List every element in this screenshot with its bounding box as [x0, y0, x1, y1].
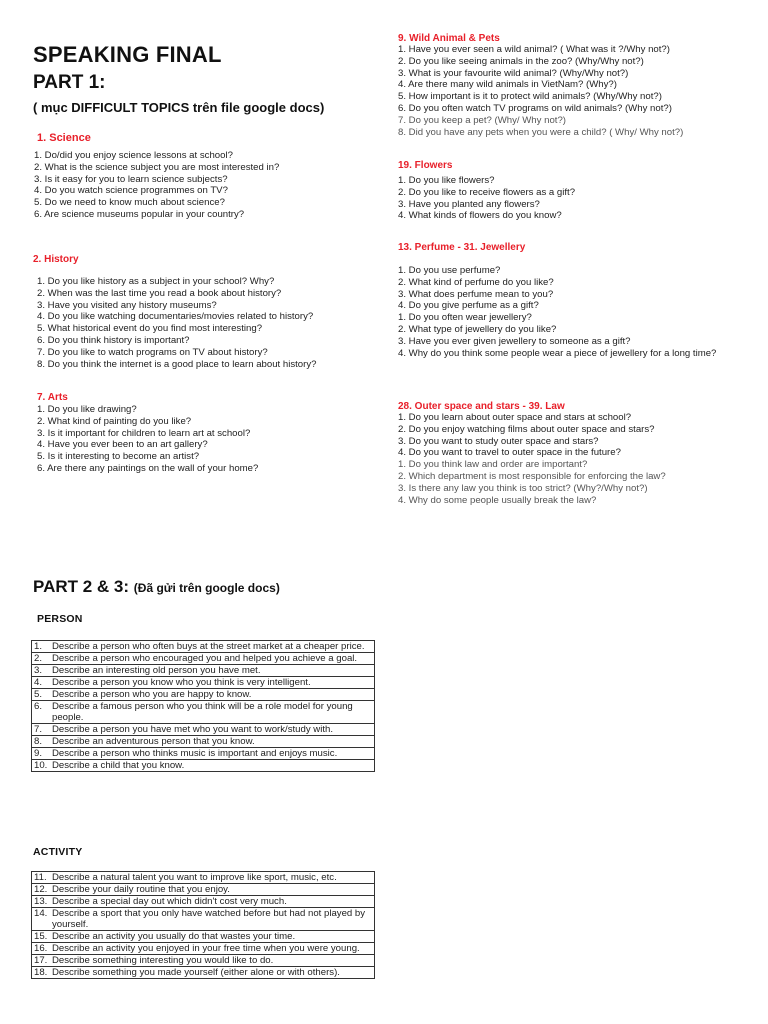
table-row [32, 908, 375, 931]
table-row [32, 760, 375, 772]
person-topics-table [31, 640, 375, 772]
section-history-title: 2. History [33, 254, 79, 265]
table-row [32, 665, 375, 677]
topic-number: 2. [34, 653, 43, 664]
question-item: 3. Have you ever given jewellery to someone as a gift? [398, 335, 631, 347]
question-item: 6. Are science museums popular in your country? [34, 208, 245, 220]
flowers-questions [398, 175, 575, 222]
question-item: 1. Do you like history as a subject in your school? Why? [37, 276, 275, 287]
table-row [32, 724, 375, 736]
question-item: 3. Have you visited any history museums? [37, 299, 217, 311]
topic-number: 7. [34, 724, 43, 735]
table-row [32, 967, 375, 979]
question-item: 2. Do you enjoy watching films about outer space and stars? [398, 423, 655, 435]
question-item: 7. Do you like to watch programs on TV about history? [37, 346, 268, 358]
question-item: 2. What kind of painting do you like? [37, 415, 192, 427]
question-item: 2. When was the last time you read a book about history? [37, 287, 282, 299]
history-questions [37, 276, 316, 370]
table-cell [32, 689, 375, 701]
topic-number: 6. [34, 701, 43, 712]
table-row [32, 955, 375, 967]
question-item: 4. Do you want to travel to outer space in the future? [398, 447, 621, 459]
table-cell [32, 967, 375, 979]
topic-number: 1. [34, 641, 43, 652]
table-row [32, 896, 375, 908]
question-item: 5. What historical event do you find most interesting? [37, 323, 263, 335]
question-item: 7. Do you keep a pet? (Why/ Why not?) [398, 114, 566, 126]
table-row [32, 689, 375, 701]
question-item: 1. Do/did you enjoy science lessons at school? [34, 150, 233, 161]
section-wild-animal-title: 9. Wild Animal & Pets [398, 33, 500, 44]
part2-title: PART 2 & 3: [33, 577, 130, 596]
question-item: 1. Do you often wear jewellery? [398, 312, 532, 324]
table-row [32, 736, 375, 748]
question-item: 4. What kinds of flowers do you know? [398, 210, 562, 222]
question-item: 4. Why do some people usually break the law? [398, 494, 597, 506]
section-flowers-title: 19. Flowers [398, 160, 453, 171]
question-item: 4. Do you like watching documentaries/movies related to history? [37, 311, 314, 323]
topic-number: 10. [34, 760, 48, 771]
question-item: 3. What is your favourite wild animal? (Why/Why not?) [398, 67, 629, 79]
question-item: 2. Which department is most responsible for enforcing the law? [398, 470, 666, 482]
question-item: 2. Do you like seeing animals in the zoo? (Why/Why not?) [398, 55, 644, 67]
question-item: 1. Do you like drawing? [37, 404, 137, 415]
part2-note: (Đã gửi trên google docs) [133, 581, 280, 595]
topic-number: 3. [34, 665, 43, 676]
activity-topics-table [31, 871, 375, 979]
section-outer-space-title: 28. Outer space and stars - 39. Law [398, 401, 565, 412]
topic-number: 15. [34, 931, 48, 942]
topic-number: 4. [34, 677, 43, 688]
part1-heading: PART 1: [33, 72, 106, 93]
topic-text: Describe a natural talent you want to improve like sport, music, etc. [52, 872, 337, 883]
question-item: 4. Have you ever been to an art gallery? [37, 439, 208, 451]
question-item: 6. Are there any paintings on the wall of your home? [37, 462, 259, 474]
table-row [32, 677, 375, 689]
topic-number: 8. [34, 736, 43, 747]
topic-text: Describe an activity you usually do that wastes your time. [52, 931, 296, 942]
table-cell [32, 736, 375, 748]
document-title: SPEAKING FINAL [33, 42, 222, 67]
table-cell [32, 872, 375, 884]
question-item: 2. Do you like to receive flowers as a gift? [398, 186, 576, 198]
question-item: 2. What is the science subject you are most interested in? [34, 161, 280, 173]
table-row [32, 931, 375, 943]
table-cell [32, 896, 375, 908]
topic-number: 14. [34, 908, 48, 919]
question-item: 3. Have you planted any flowers? [398, 198, 540, 210]
table-cell [32, 908, 375, 931]
part1-note: ( mục DIFFICULT TOPICS trên file google docs) [33, 100, 325, 115]
table-cell [32, 665, 375, 677]
topic-text: Describe a child that you know. [52, 760, 185, 771]
question-item: 1. Have you ever seen a wild animal? ( What was it ?/Why not?) [398, 44, 670, 55]
topic-text: Describe a special day out which didn't cost very much. [52, 896, 287, 907]
topic-text: Describe your daily routine that you enjoy. [52, 884, 230, 895]
table-cell [32, 701, 375, 724]
question-item: 6. Do you think history is important? [37, 334, 190, 346]
table-row [32, 943, 375, 955]
topic-text: Describe a person who thinks music is important and enjoys music. [52, 748, 338, 759]
question-item: 4. Why do you think some people wear a piece of jewellery for a long time? [398, 347, 717, 359]
question-item: 4. Do you watch science programmes on TV? [34, 185, 228, 197]
question-item: 3. Is there any law you think is too strict? (Why?/Why not?) [398, 482, 648, 494]
part2-heading [33, 577, 280, 597]
topic-number: 16. [34, 943, 48, 954]
topic-number: 9. [34, 748, 43, 759]
topic-number: 18. [34, 967, 48, 978]
table-row [32, 653, 375, 665]
table-cell [32, 943, 375, 955]
topic-text: Describe something you made yourself (either alone or with others). [52, 967, 340, 978]
topic-text: Describe a sport that you only have watched before but had not played by yourself. [52, 908, 366, 930]
question-item: 2. What type of jewellery do you like? [398, 323, 557, 335]
table-row [32, 748, 375, 760]
question-item: 4. Are there many wild animals in VietNam? (Why?) [398, 79, 617, 91]
question-item: 5. Is it interesting to become an artist? [37, 451, 200, 463]
question-item: 6. Do you often watch TV programs on wild animals? (Why not?) [398, 102, 672, 114]
activity-group-label: ACTIVITY [33, 846, 83, 858]
topic-text: Describe a person you have met who you want to work/study with. [52, 724, 334, 735]
topic-text: Describe a person who often buys at the street market at a cheaper price. [52, 641, 365, 652]
topic-text: Describe a famous person who you think will be a role model for young people. [52, 701, 353, 723]
question-item: 1. Do you use perfume? [398, 265, 501, 276]
topic-text: Describe an activity you enjoyed in your free time when you were young. [52, 943, 360, 954]
table-cell [32, 677, 375, 689]
question-item: 1. Do you like flowers? [398, 175, 495, 186]
science-questions [34, 150, 279, 221]
table-row [32, 872, 375, 884]
topic-text: Describe an interesting old person you have met. [52, 665, 261, 676]
topic-text: Describe a person you know who you think is very intelligent. [52, 677, 311, 688]
question-item: 3. What does perfume mean to you? [398, 288, 554, 300]
topic-number: 12. [34, 884, 48, 895]
table-row [32, 884, 375, 896]
person-group-label: PERSON [37, 613, 83, 625]
question-item: 1. Do you learn about outer space and stars at school? [398, 412, 632, 423]
question-item: 8. Did you have any pets when you were a child? ( Why/ Why not?) [398, 126, 684, 138]
table-cell [32, 884, 375, 896]
topic-number: 17. [34, 955, 48, 966]
section-science-title: 1. Science [37, 132, 91, 144]
table-cell [32, 653, 375, 665]
topic-text: Describe an adventurous person that you know. [52, 736, 255, 747]
topic-text: Describe something interesting you would like to do. [52, 955, 274, 966]
arts-questions [37, 404, 258, 475]
topic-number: 13. [34, 896, 48, 907]
question-item: 3. Do you want to study outer space and stars? [398, 435, 599, 447]
question-item: 8. Do you think the internet is a good place to learn about history? [37, 358, 317, 370]
question-item: 5. Do we need to know much about science? [34, 197, 225, 209]
question-item: 2. What kind of perfume do you like? [398, 276, 554, 288]
table-cell [32, 724, 375, 736]
topic-text: Describe a person who you are happy to know. [52, 689, 252, 700]
outer-space-law-questions [398, 412, 666, 506]
question-item: 5. How important is it to protect wild animals? (Why/Why not?) [398, 91, 662, 103]
section-perfume-title: 13. Perfume - 31. Jewellery [398, 242, 526, 253]
section-arts-title: 7. Arts [37, 392, 68, 403]
table-cell [32, 760, 375, 772]
table-row [32, 701, 375, 724]
table-row [32, 641, 375, 653]
topic-text: Describe a person who encouraged you and helped you achieve a goal. [52, 653, 358, 664]
table-cell [32, 931, 375, 943]
table-cell [32, 641, 375, 653]
table-cell [32, 955, 375, 967]
wild-animal-questions [398, 44, 683, 138]
question-item: 3. Is it important for children to learn art at school? [37, 427, 251, 439]
table-cell [32, 748, 375, 760]
topic-number: 11. [34, 872, 47, 883]
perfume-jewellery-questions [398, 265, 716, 359]
topic-number: 5. [34, 689, 43, 700]
question-item: 3. Is it easy for you to learn science subjects? [34, 173, 228, 185]
question-item: 4. Do you give perfume as a gift? [398, 300, 539, 312]
question-item: 1. Do you think law and order are important? [398, 459, 588, 471]
